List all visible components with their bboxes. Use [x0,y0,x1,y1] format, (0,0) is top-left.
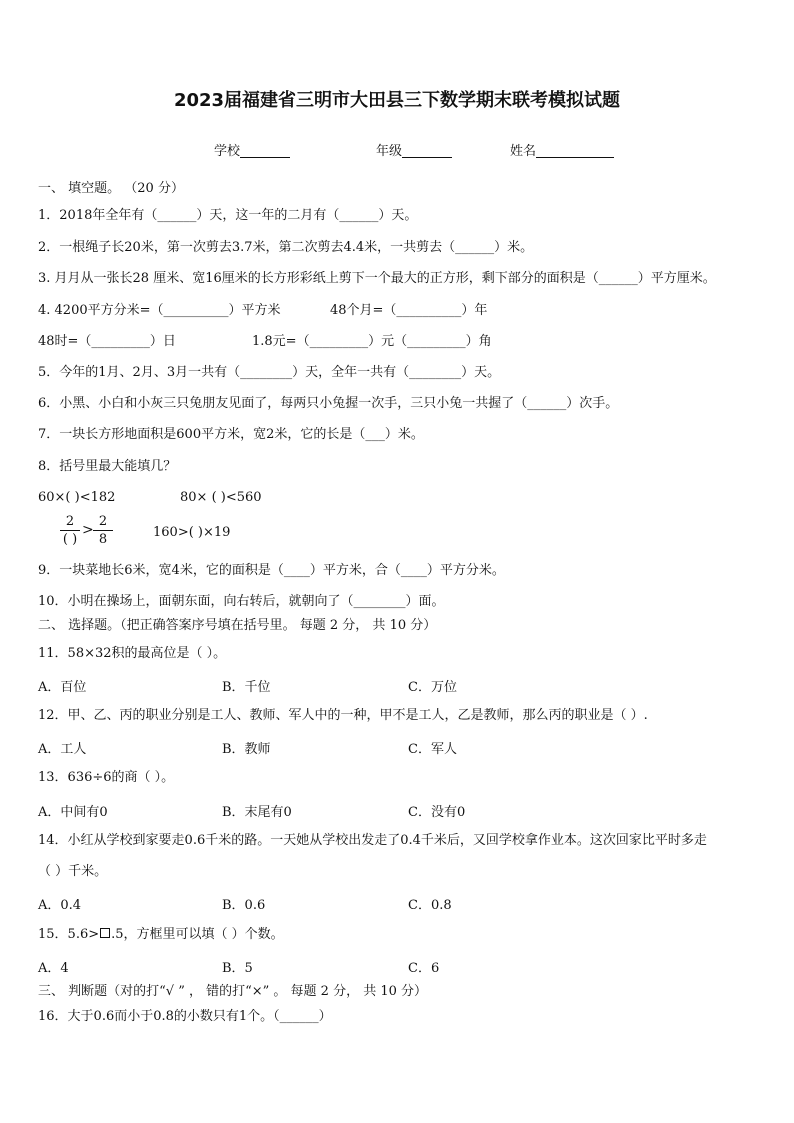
grade-field [376,140,452,159]
question-4c: 48时=（_________）日 [38,334,176,349]
question-11: 11．58×32积的最高位是（ ）。 [38,646,227,661]
question-15 [38,926,284,944]
question-2: 2．一根绳子长20米，第一次剪去3.7米，第二次剪去4.4米，一共剪去（______）米。 [38,240,534,255]
fraction-bar [93,530,113,531]
section-fill-blank-heading: 一、 填空题。 （20 分） [38,181,184,196]
fraction-right-numerator: 2 [98,514,108,529]
blank-square-icon [100,928,110,938]
question-6: 6．小黑、小白和小灰三只兔朋友见面了，每两只小兔握一次手，三只小兔一共握了（______）次手。 [38,396,619,411]
question-15-suffix: .5，方框里可以填（ ）个数。 [111,927,284,942]
q14-option-a[interactable]: A．0.4 [38,898,82,913]
greater-than-sign: > [82,522,94,538]
q11-option-a[interactable]: A．百位 [38,680,87,695]
question-14-line2: （ ）千米。 [38,864,108,879]
q14-option-b[interactable]: B．0.6 [222,898,266,913]
question-14-line1: 14．小红从学校到家要走0.6千米的路。一天她从学校出发走了0.4千米后，又回学校拿作业本。这次回家比平时多走 [38,833,707,848]
name-blank[interactable] [536,143,614,158]
question-16: 16．大于0.6而小于0.8的小数只有1个。（______） [38,1009,332,1024]
q12-option-b[interactable]: B．教师 [222,742,271,757]
question-4a: 4. 4200平方分米=（__________）平方米 [38,303,281,318]
q12-option-c[interactable]: C．军人 [408,742,457,757]
fraction-right [93,514,113,547]
fraction-right-denominator: 8 [98,532,108,547]
question-9: 9．一块菜地长6米，宽4米，它的面积是（____）平方米，合（____）平方分米。 [38,563,505,578]
question-7: 7．一块长方形地面积是600平方米，宽2米，它的长是（___）米。 [38,427,424,442]
q14-option-c[interactable]: C．0.8 [408,898,452,913]
question-4d: 1.8元=（_________）元（_________）角 [252,334,492,349]
question-5: 5．今年的1月、2月、3月一共有（________）天，全年一共有（________）天。 [38,365,501,380]
school-label: 学校 [214,144,241,159]
fraction-left-denominator: ( ) [62,532,78,547]
q11-option-c[interactable]: C．万位 [408,680,457,695]
question-12: 12．甲、乙、丙的职业分别是工人、教师、军人中的一种，甲不是工人，乙是教师，那么丙的职业是（ ）. [38,708,648,723]
grade-blank[interactable] [402,143,452,158]
q11-option-b[interactable]: B．千位 [222,680,271,695]
question-1: 1．2018年全年有（______）天，这一年的二月有（______）天。 [38,208,418,223]
school-blank[interactable] [240,143,290,158]
fraction-left-numerator: 2 [65,514,75,529]
q13-option-c[interactable]: C．没有0 [408,805,466,820]
question-4b: 48个月=（__________）年 [330,303,488,318]
question-8c: 160>( )×19 [153,525,231,540]
question-8b: 80× ( )<560 [180,490,262,505]
section-choice-heading: 二、 选择题。（把正确答案序号填在括号里。 每题 2 分， 共 10 分） [38,618,437,633]
question-10: 10．小明在操场上，面朝东面，向右转后，就朝向了（________）面。 [38,594,445,609]
q15-option-a[interactable]: A．4 [38,961,69,976]
question-8: 8．括号里最大能填几？ [38,459,177,474]
q15-option-b[interactable]: B．5 [222,961,253,976]
page-title: 2023届福建省三明市大田县三下数学期末联考模拟试题 [173,90,621,111]
name-field [510,140,614,159]
q15-option-c[interactable]: C．6 [408,961,440,976]
q12-option-a[interactable]: A．工人 [38,742,87,757]
fraction-bar [60,530,80,531]
fraction-left [60,514,80,547]
question-3: 3. 月月从一张长28 厘米、宽16厘米的长方形彩纸上剪下一个最大的正方形，剩下部分的面积是（______）平方厘米。 [38,271,716,286]
school-field [214,140,290,159]
question-13: 13．636÷6的商（ ）。 [38,770,175,785]
section-judgement-heading: 三、 判断题（对的打“√ ” ， 错的打“×” 。 每题 2 分， 共 10 分） [38,984,428,999]
name-label: 姓名 [510,144,537,159]
q13-option-a[interactable]: A．中间有0 [38,805,108,820]
question-8a: 60×( )<182 [38,490,116,505]
grade-label: 年级 [376,144,403,159]
question-15-prefix: 15．5.6> [38,927,100,942]
q13-option-b[interactable]: B．末尾有0 [222,805,292,820]
